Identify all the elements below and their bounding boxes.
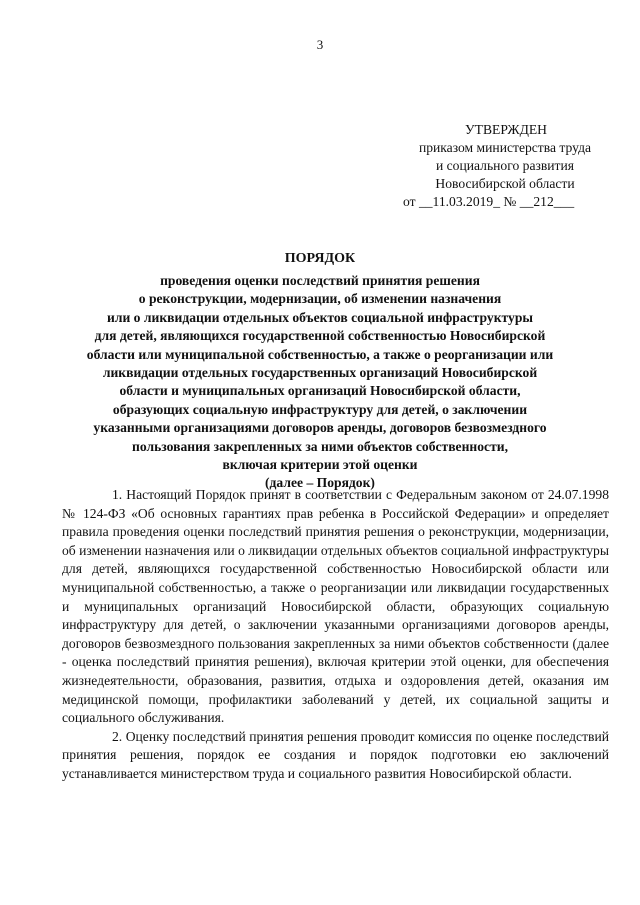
approval-block [400,121,610,211]
approval-line: Новосибирской области [435,176,575,191]
approval-order-line: от __11.03.2019_ № __212___ [403,194,575,209]
heading-line: для детей, являющихся государственной собственностью Новосибирской [94,328,546,344]
document-heading [0,249,640,493]
document-title: ПОРЯДОК [284,251,356,266]
document-body [62,486,609,784]
heading-line: о реконструкции, модернизации, об изменении назначения [138,291,502,307]
heading-line: пользования закрепленных за ними объектов собственности, [132,438,508,454]
heading-line: области и муниципальных организаций Новосибирской области, [119,383,521,399]
heading-line: указанными организациями договоров аренды, договоров безвозмездного [93,420,547,436]
heading-line: ликвидации отдельных государственных организаций Новосибирской [102,365,538,381]
page-number: 3 [316,37,324,52]
heading-line: или о ликвидации отдельных объектов социальной инфраструктуры [106,309,533,325]
heading-line: включая критерии этой оценки [222,457,418,473]
heading-line: области или муниципальной собственностью, а также о реорганизации или [86,346,554,362]
approval-line: и социального развития [435,158,575,173]
heading-line: проведения оценки последствий принятия решения [160,273,480,288]
heading-line: (далее – Порядок) [265,475,375,491]
paragraph: 1. Настоящий Порядок принят в соответствии с Федеральным законом от 24.07.1998 № 124-ФЗ «Об основных гарантиях прав ребенка в Российской Федерации» и определяет правила проведения оценки последствий принятия решения о реконструкции, модернизации, об изменении назначения или о ликвидации отдельных объектов социальной инфраструктуры для детей, являющихся государственной собственностью Новосибирской области или муниципальной собственностью, а также о реорганизации или ликвидации государственных и муниципальных организаций Новосибирской области, образующих социальную инфраструктуру для детей, о заключении указанными организациями договоров аренды, договоров безвозмездного пользования закрепленных за ними объектов собственности (далее - оценка последствий принятия решения), включая критерии этой оценки, для обеспечения жизнедеятельности, образования, развития, отдыха и оздоровления детей, оказания им медицинской помощи, профилактики заболеваний у детей, их социальной защиты и социального обслуживания. [62,487,609,726]
approval-line: приказом министерства труда [418,140,592,155]
approval-title: УТВЕРЖДЕН [465,122,547,137]
paragraph: 2. Оценку последствий принятия решения проводит комиссия по оценке последствий принятия решения, порядок ее создания и порядок подготовки ею заключений устанавливается министерством труда и социального развития Новосибирской области. [62,728,609,781]
heading-line: образующих социальную инфраструктуру для детей, о заключении [112,401,528,417]
